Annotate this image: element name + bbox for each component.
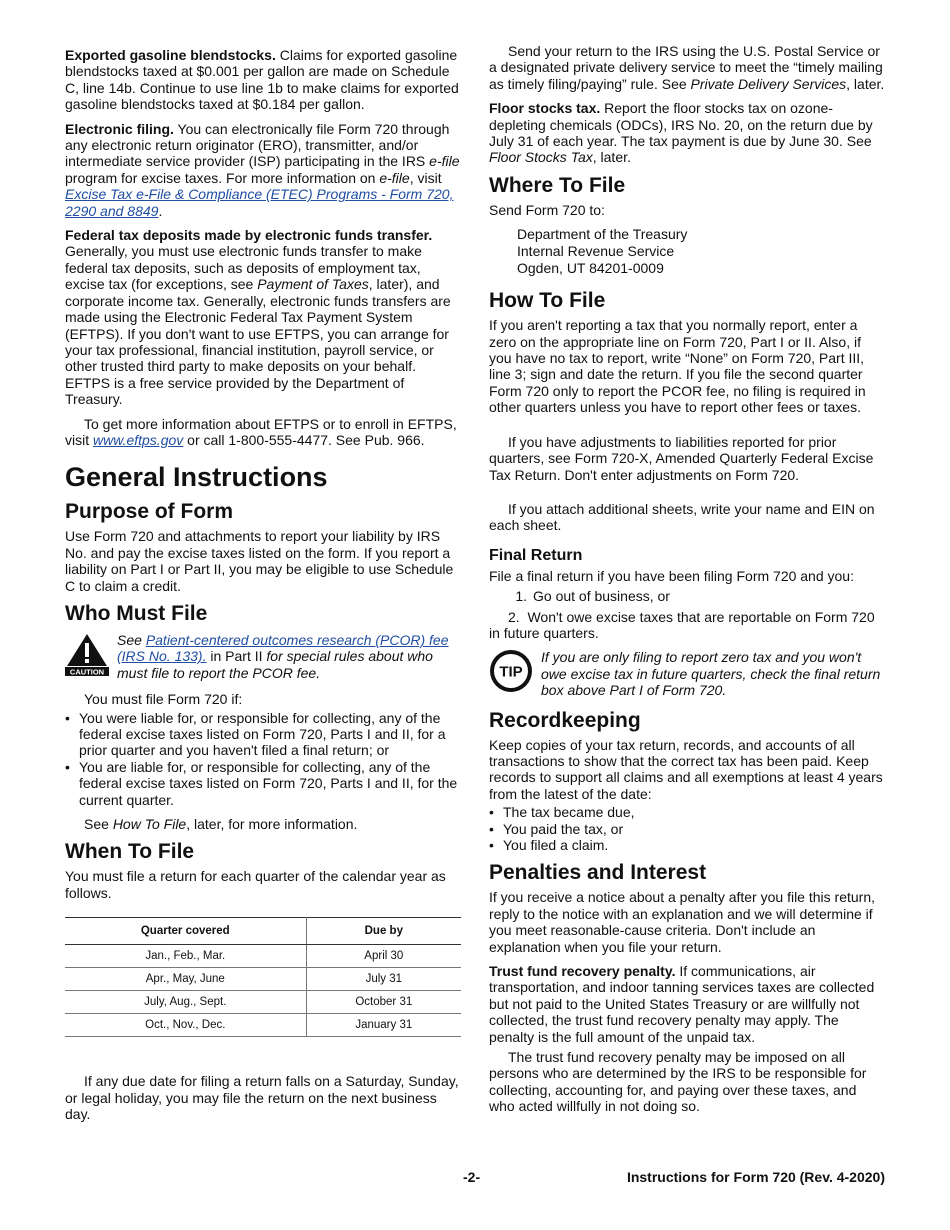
electronic-filing-paragraph: Electronic filing. You can electronically file Form 720 through any electronic return originator (ERO), transmitter, and/or intermediate service provider (ISP) participating in the IRS e-file program for excise taxes. For more information on e-file, visit Excise Tax e-File & Compliance (ETEC) Programs - Form 720, 2290 and 8849. (65, 120, 460, 219)
bullet-icon: • (65, 709, 70, 726)
who-must-file-heading: Who Must File (65, 601, 208, 625)
bullet-icon: • (65, 758, 70, 775)
page-footer (65, 1169, 885, 1187)
caution-note (65, 632, 461, 681)
address-line: Internal Revenue Service (517, 243, 675, 260)
how-to-file-heading: How To File (489, 289, 606, 313)
pcor-fee-link[interactable]: Patient-centered outcomes research (PCOR) fee (IRS No. 133). (117, 631, 449, 665)
must-file-intro: You must file Form 720 if: (84, 691, 243, 708)
caution-text: See Patient-centered outcomes research (PCOR) fee (IRS No. 133). in Part II for special rules about who must file to report the PCOR fee. (117, 631, 449, 681)
list-item: 1. Go out of business, or (515, 588, 670, 605)
bullet-icon: • (489, 820, 494, 837)
address-line: Department of the Treasury (517, 226, 688, 243)
right-column (489, 43, 885, 1123)
bullet-icon: • (489, 837, 494, 853)
page-number: -2- (463, 1169, 481, 1185)
tip-icon (489, 649, 533, 693)
final-return-heading: Final Return (489, 546, 583, 564)
tip-text: If you are only filing to report zero tax and you won't owe excise tax in future quarters, check the final return box above Part I of Form 720. (541, 649, 881, 699)
tip-label: TIP (499, 663, 523, 681)
penalties-heading: Penalties and Interest (489, 861, 707, 885)
purpose-of-form-heading: Purpose of Form (65, 500, 234, 524)
table-row: Apr., May, June July 31 (65, 968, 461, 991)
how-paragraph-3: If you attach additional sheets, write your name and EIN on each sheet. (489, 500, 875, 534)
eftps-info-paragraph: To get more information about EFTPS or to enroll in EFTPS, visit www.eftps.gov or call 1-800-555-4477. See Pub. 966. (65, 415, 457, 448)
tip-note (489, 649, 885, 698)
exported-gasoline-paragraph: Exported gasoline blendstocks. Claims for exported gasoline blendstocks taxed at $0.001 per gallon are made on Schedule C, line 14b. Continue to use line 1b to make claims for exported gasoline blendstocks taxed at $0.184 per gallon. (65, 47, 459, 113)
eftps-link[interactable]: www.eftps.gov (93, 431, 184, 448)
when-paragraph: You must file a return for each quarter of the calendar year as follows. (65, 868, 446, 901)
list-item: • You paid the tax, or (489, 820, 624, 837)
where-to-file-heading: Where To File (489, 173, 626, 197)
table-row: Jan., Feb., Mar. April 30 (65, 945, 461, 968)
floor-stocks-paragraph: Floor stocks tax. Report the floor stocks tax on ozone-depleting chemicals (ODCs), IRS No. 20, on the return due by July 31 of each year. The tax payment is due by June 30. See Floor Stocks Tax, later. (489, 100, 873, 166)
list-item: • You were liable for, or responsible for collecting, any of the federal excise taxes listed on Form 720, Parts I and II, for a prior quarter and you haven't filed a final return; or (65, 709, 446, 759)
list-item: 2. Won't owe excise taxes that are reportable on Form 720 in future quarters. (489, 608, 875, 641)
address-line: Ogden, UT 84201-0009 (517, 260, 664, 277)
record-paragraph: Keep copies of your tax return, records, and accounts of all transactions to show that the correct tax has been paid. Keep records to support all claims and all exemptions at least 4 years from the latest of the date: (489, 736, 883, 802)
table-header-quarter: Quarter covered (65, 918, 306, 945)
left-column (65, 47, 461, 1130)
trust-fund-paragraph-2: The trust fund recovery penalty may be imposed on all persons who are determined by the IRS to be responsible for collecting, accounting for, and paying over these taxes, and who acted willfully in not doing so. (489, 1049, 867, 1115)
caution-label: CAUTION (69, 667, 105, 676)
table-row: Oct., Nov., Dec. January 31 (65, 1014, 461, 1037)
general-instructions-heading: General Instructions (65, 462, 328, 493)
due-date-holiday-paragraph: If any due date for filing a return falls on a Saturday, Sunday, or legal holiday, you may file the return on the next business day. (65, 1073, 459, 1123)
etec-programs-link[interactable]: Excise Tax e-File & Compliance (ETEC) Programs - Form 720, 2290 and 8849 (65, 186, 454, 219)
bullet-icon: • (489, 804, 494, 821)
list-item: • You filed a claim. (489, 837, 609, 853)
see-how-to-file: See How To File, later, for more information. (84, 816, 358, 833)
table-header-due: Due by (306, 918, 461, 945)
trust-fund-paragraph: Trust fund recovery penalty. If communications, air transportation, and indoor tanning services taxes are collected but not paid to the United States Treasury or are willfully not collected, the trust fund recovery penalty may apply. The penalty is the full amount of the unpaid tax. (489, 963, 875, 1045)
how-paragraph-2: If you have adjustments to liabilities reported for prior quarters, see Form 720-X, Amended Quarterly Federal Excise Tax Return. Don't enter adjustments on Form 720. (489, 433, 874, 483)
eft-deposits-paragraph: Federal tax deposits made by electronic funds transfer. Generally, you must use electronic funds transfer to make federal tax deposits, such as deposits of employment tax, excise tax (for exceptions, see Payment of Taxes, later), and corporate income tax. Generally, electronic funds transfers are made using the Electronic Federal Tax Payment System (EFTPS). If you don't want to use EFTPS, you can arrange for your tax professional, financial institution, payroll service, or other trusted third party to make deposits on your behalf. EFTPS is a free service provided by the Department of Treasury. (65, 227, 451, 408)
due-dates-table (65, 917, 461, 1037)
list-item: • You are liable for, or responsible for collecting, any of the federal excise taxes listed on Form 720, Parts I and II, for the current quarter. (65, 758, 458, 808)
how-paragraph-1: If you aren't reporting a tax that you normally report, enter a zero on the appropriate line on Form 720, Part I or II. Also, if you have no tax to report, write “None” on Form 720, Part III, line 3; sign and date the return. If you file the second quarter Form 720 only to report the PCOR fee, no filing is required in other quarters unless you have to report other fees or taxes. (489, 317, 866, 416)
caution-icon (65, 632, 109, 676)
list-item: • The tax became due, (489, 804, 635, 821)
final-paragraph: File a final return if you have been filing Form 720 and you: (489, 567, 854, 584)
penalties-paragraph: If you receive a notice about a penalty after you file this return, reply to the notice with an explanation and we will determine if you meet reasonable-cause criteria. Don't include an explanation when you file your return. (489, 889, 875, 955)
table-row: July, Aug., Sept. October 31 (65, 991, 461, 1014)
send-return-paragraph: Send your return to the IRS using the U.S. Postal Service or a designated private delivery service to meet the “timely mailing as timely filing/paying” rule. See Private Delivery Services, later. (489, 43, 885, 92)
purpose-paragraph: Use Form 720 and attachments to report your liability by IRS No. and pay the excise taxes listed on the form. If you report a liability on Part I or Part II, you may be eligible to use Schedule C to claim a credit. (65, 528, 454, 594)
document-title: Instructions for Form 720 (Rev. 4-2020) (626, 1169, 885, 1185)
mailing-address (517, 226, 885, 277)
where-paragraph: Send Form 720 to: (489, 201, 605, 218)
recordkeeping-heading: Recordkeeping (489, 708, 641, 732)
when-to-file-heading: When To File (65, 840, 195, 864)
